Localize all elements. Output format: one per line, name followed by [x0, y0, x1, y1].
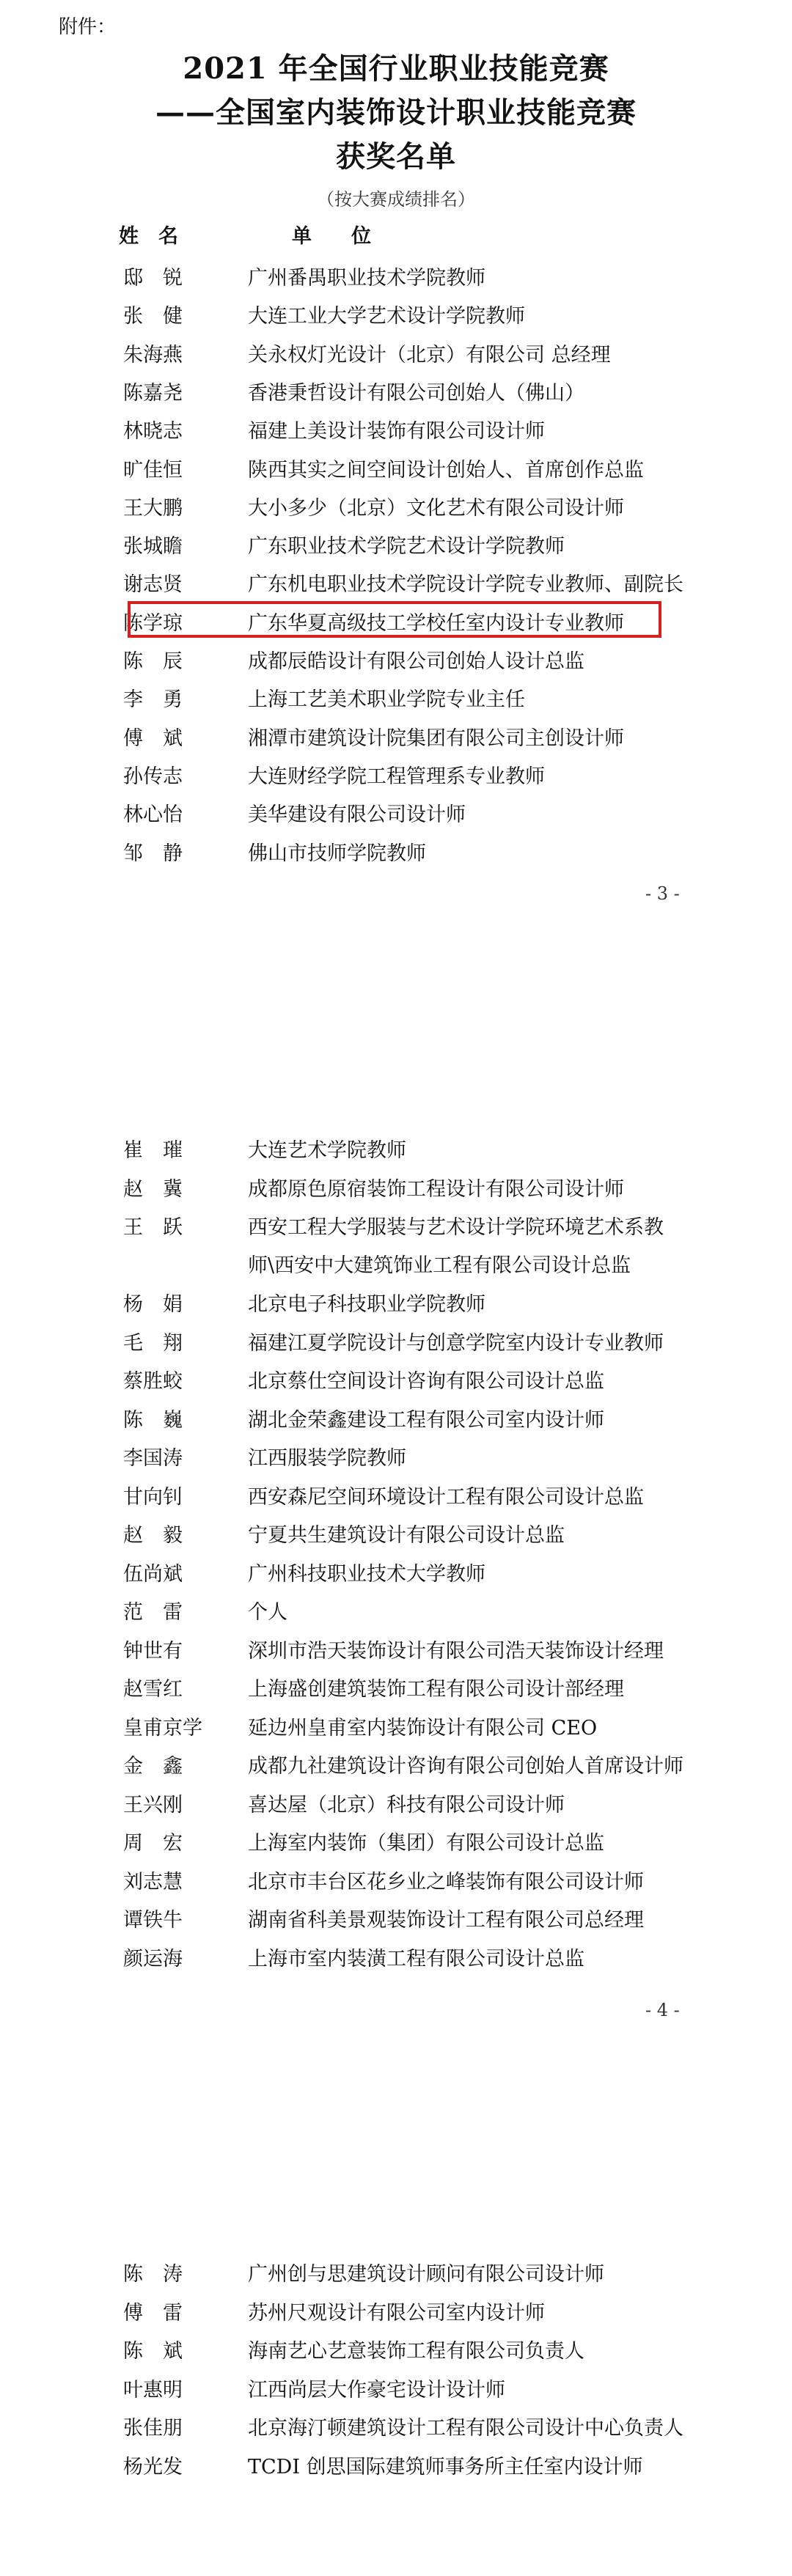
winner-name: 金 鑫 — [123, 1755, 183, 1778]
winner-unit: 深圳市浩天装饰设计有限公司浩天装饰设计经理 — [248, 1639, 664, 1663]
winner-unit: 成都九社建筑设计咨询有限公司创始人首席设计师 — [248, 1755, 683, 1778]
list-item — [0, 1481, 792, 1519]
winner-name: 周 宏 — [123, 1832, 183, 1855]
winner-name: 陈嘉尧 — [123, 381, 183, 405]
winner-name: 陈 涛 — [123, 2263, 183, 2286]
winner-unit: 佛山市技师学院教师 — [248, 842, 426, 865]
document-title-line-2: ——全国室内装饰设计职业技能竞赛 — [155, 95, 637, 130]
list-item — [0, 722, 792, 760]
winner-unit: 广州番禺职业技术学院教师 — [248, 267, 485, 290]
winner-unit: 苏州尺观设计有限公司室内设计师 — [248, 2301, 545, 2325]
winner-name: 赵 冀 — [123, 1177, 183, 1201]
list-item — [0, 2258, 792, 2296]
list-item — [0, 415, 792, 453]
page-number-3: - 3 - — [645, 883, 680, 904]
winner-unit: 广州科技职业技术大学教师 — [248, 1562, 485, 1586]
list-item — [0, 1134, 792, 1172]
winner-name: 傅 雷 — [123, 2301, 183, 2325]
winner-unit: 关永权灯光设计（北京）有限公司 总经理 — [248, 343, 611, 367]
ranking-note: （按大赛成绩排名） — [317, 189, 475, 210]
list-item — [0, 454, 792, 492]
list-item — [0, 1173, 792, 1211]
list-item — [0, 2451, 792, 2489]
winner-unit: 上海工艺美术职业学院专业主任 — [248, 688, 525, 712]
winner-unit: 广东职业技术学院艺术设计学院教师 — [248, 535, 565, 559]
list-item — [0, 798, 792, 836]
winner-name: 王兴刚 — [123, 1793, 183, 1817]
winner-unit: 大连工业大学艺术设计学院教师 — [248, 305, 525, 328]
winner-name: 旷佳恒 — [123, 458, 183, 482]
list-item — [0, 339, 792, 377]
list-item — [0, 1211, 792, 1277]
list-item — [0, 1712, 792, 1750]
winner-unit: 北京海汀顿建筑设计工程有限公司设计中心负责人 — [248, 2417, 683, 2440]
winner-name: 甘向钊 — [123, 1485, 183, 1509]
list-item — [0, 1904, 792, 1942]
winner-name: 张城瞻 — [123, 535, 183, 559]
winner-name: 朱海燕 — [123, 343, 183, 367]
winner-name: 范 雷 — [123, 1601, 183, 1624]
winner-unit: 湘潭市建筑设计院集团有限公司主创设计师 — [248, 726, 624, 750]
winner-name: 伍尚斌 — [123, 1562, 183, 1586]
winner-name: 赵 毅 — [123, 1524, 183, 1547]
winner-name: 谭铁牛 — [123, 1909, 183, 1932]
winner-name: 赵雪红 — [123, 1678, 183, 1701]
winner-name: 王大鹏 — [123, 496, 183, 520]
winner-unit: 陕西其实之间空间设计创始人、首席创作总监 — [248, 458, 644, 482]
winner-unit: 北京市丰台区花乡业之峰装饰有限公司设计师 — [248, 1870, 644, 1894]
list-item — [0, 1442, 792, 1480]
list-item — [0, 760, 792, 798]
winner-unit: 香港秉哲设计有限公司创始人（佛山） — [248, 381, 584, 405]
winner-unit: 西安工程大学服装与艺术设计学院环境艺术系教 — [248, 1216, 664, 1239]
winner-unit: 延边州皇甫室内装饰设计有限公司 CEO — [248, 1716, 598, 1740]
winner-name: 陈 斌 — [123, 2340, 183, 2363]
list-item — [0, 2297, 792, 2335]
list-item — [0, 1673, 792, 1711]
winner-unit: 上海室内装饰（集团）有限公司设计总监 — [248, 1832, 604, 1855]
winner-unit: 湖北金荣鑫建设工程有限公司室内设计师 — [248, 1408, 604, 1432]
list-item — [0, 645, 792, 683]
list-item — [0, 2335, 792, 2373]
list-item — [0, 1943, 792, 1981]
winner-name: 林心怡 — [123, 803, 183, 827]
winner-unit: 上海盛创建筑装饰工程有限公司设计部经理 — [248, 1678, 624, 1701]
winner-name: 谢志贤 — [123, 573, 183, 597]
winner-name: 邸 锐 — [123, 267, 183, 290]
winner-name: 刘志慧 — [123, 1870, 183, 1894]
list-item — [0, 530, 792, 568]
list-item — [0, 1519, 792, 1557]
winner-unit: 大小多少（北京）文化艺术有限公司设计师 — [248, 496, 624, 520]
winner-unit-continued: 师\西安中大建筑饰业工程有限公司设计总监 — [248, 1254, 631, 1277]
winner-name: 毛 翔 — [123, 1331, 183, 1355]
winner-unit: 大连财经学院工程管理系专业教师 — [248, 765, 545, 788]
list-item — [0, 1789, 792, 1827]
winner-name: 钟世有 — [123, 1639, 183, 1663]
winner-unit: 美华建设有限公司设计师 — [248, 803, 466, 827]
winner-name: 崔 璀 — [123, 1139, 183, 1162]
winner-unit: 福建江夏学院设计与创意学院室内设计专业教师 — [248, 1331, 664, 1355]
page-number-4: - 4 - — [645, 2000, 680, 2020]
list-item — [0, 377, 792, 415]
winner-name: 王 跃 — [123, 1216, 183, 1239]
list-item — [0, 1365, 792, 1403]
winner-unit: 广州创与思建筑设计顾问有限公司设计师 — [248, 2263, 604, 2286]
winner-name: 邹 静 — [123, 842, 183, 865]
document-title-line-1: 2021 年全国行业职业技能竞赛 — [183, 51, 609, 86]
attachment-label: 附件： — [59, 16, 117, 38]
winner-unit: 宁夏共生建筑设计有限公司设计总监 — [248, 1524, 565, 1547]
winner-unit: 上海市室内装潢工程有限公司设计总监 — [248, 1947, 584, 1970]
winner-unit: 广东机电职业技术学院设计学院专业教师、副院长 — [248, 573, 683, 597]
list-item — [0, 1288, 792, 1326]
winner-unit: 北京蔡仕空间设计咨询有限公司设计总监 — [248, 1370, 604, 1393]
winner-name: 张佳朋 — [123, 2417, 183, 2440]
winner-name: 林晓志 — [123, 420, 183, 444]
list-item — [0, 683, 792, 721]
list-item — [0, 1558, 792, 1596]
winner-name: 叶惠明 — [123, 2378, 183, 2402]
winner-name: 陈学琼 — [123, 611, 183, 635]
column-header-unit: 单 位 — [292, 225, 371, 248]
winner-unit: 个人 — [248, 1601, 287, 1624]
list-item — [0, 1827, 792, 1865]
winner-name: 傅 斌 — [123, 726, 183, 750]
column-header-name: 姓 名 — [119, 225, 178, 248]
list-item — [0, 492, 792, 530]
winner-unit: 成都原色原宿装饰工程设计有限公司设计师 — [248, 1177, 624, 1201]
winner-name: 李国涛 — [123, 1447, 183, 1470]
list-item — [0, 837, 792, 875]
winner-unit: 成都辰皓设计有限公司创始人设计总监 — [248, 650, 584, 673]
winner-unit: 海南艺心艺意装饰工程有限公司负责人 — [248, 2340, 584, 2363]
winner-name: 李 勇 — [123, 688, 183, 712]
winner-name: 皇甫京学 — [123, 1716, 202, 1740]
winner-name: 陈 巍 — [123, 1408, 183, 1432]
list-item — [0, 300, 792, 338]
winner-name: 孙传志 — [123, 765, 183, 788]
list-item — [0, 1866, 792, 1904]
winner-name: 杨光发 — [123, 2455, 183, 2479]
list-item — [0, 2374, 792, 2412]
winner-unit: TCDI 创思国际建筑师事务所主任室内设计师 — [248, 2455, 643, 2479]
list-item — [0, 2412, 792, 2450]
list-item — [0, 1404, 792, 1442]
winner-name: 颜运海 — [123, 1947, 183, 1970]
winner-name: 蔡胜蛟 — [123, 1370, 183, 1393]
winner-unit: 湖南省科美景观装饰设计工程有限公司总经理 — [248, 1909, 644, 1932]
list-item — [0, 1327, 792, 1365]
winner-unit: 西安森尼空间环境设计工程有限公司设计总监 — [248, 1485, 644, 1509]
winner-unit: 北京电子科技职业学院教师 — [248, 1293, 485, 1316]
list-item — [0, 1635, 792, 1673]
winner-name: 杨 娟 — [123, 1293, 183, 1316]
list-item — [0, 1596, 792, 1634]
highlight-box — [128, 601, 661, 638]
winner-name: 张 健 — [123, 305, 183, 328]
list-item — [0, 1750, 792, 1788]
winner-unit: 广东华夏高级技工学校任室内设计专业教师 — [248, 611, 624, 635]
winner-unit: 江西服装学院教师 — [248, 1447, 406, 1470]
winner-name: 陈 辰 — [123, 650, 183, 673]
winner-unit: 福建上美设计装饰有限公司设计师 — [248, 420, 545, 444]
document-title-line-3: 获奖名单 — [336, 139, 456, 174]
winner-unit: 喜达屋（北京）科技有限公司设计师 — [248, 1793, 565, 1817]
winner-unit: 大连艺术学院教师 — [248, 1139, 406, 1162]
list-item — [0, 262, 792, 300]
winner-unit: 江西尚层大作豪宅设计设计师 — [248, 2378, 505, 2402]
